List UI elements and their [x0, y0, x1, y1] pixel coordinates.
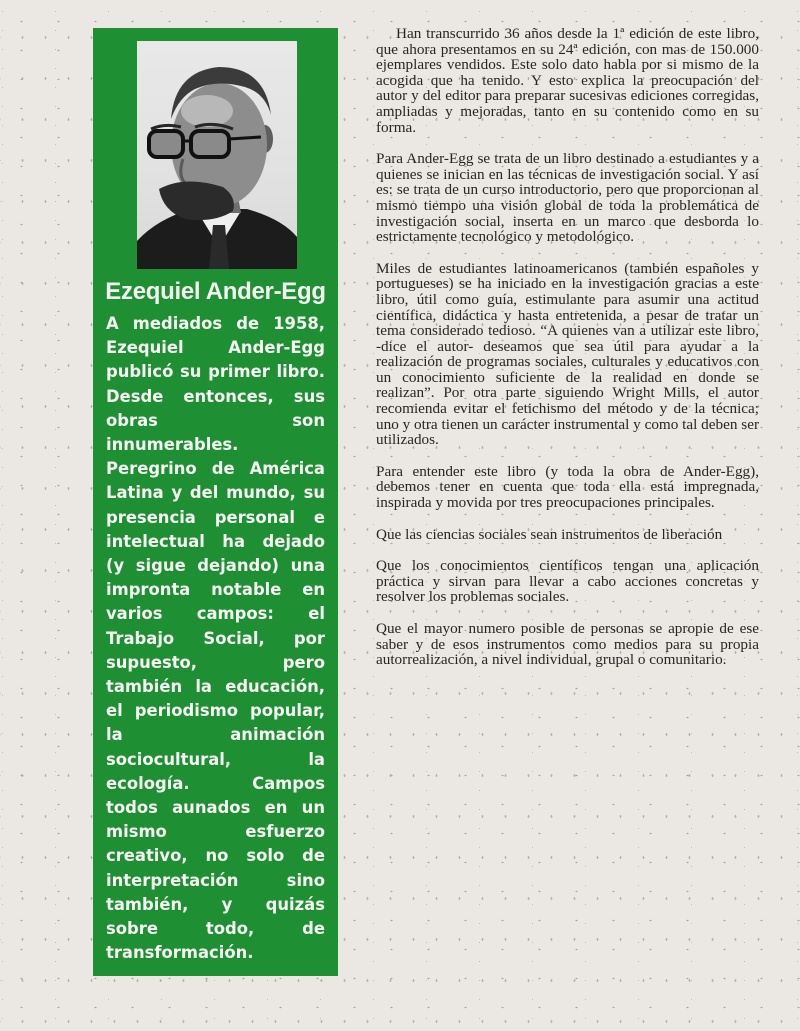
- bio-line: Peregrino de América: [106, 459, 325, 479]
- author-bio: [106, 312, 325, 965]
- bio-line: sobre todo, de: [106, 919, 325, 939]
- paragraph-concern-1: [376, 527, 759, 543]
- author-photo: [137, 41, 297, 269]
- paragraph-concern-2: [376, 558, 759, 605]
- paragraph-students: [376, 261, 759, 448]
- paragraph-text: Que los conocimientos científicos tengan una aplicación práctica y sirvan para llevar a cabo acciones concretas y resolver los problemas sociales.: [376, 557, 759, 606]
- paragraph-text: Que el mayor numero posible de personas se apropie de ese saber y de esos instrumentos como medios para su propia autorrealización, a nivel individual, grupal o comunitario.: [376, 620, 759, 669]
- paragraph-text: Han transcurrido 36 años desde la 1ª edición de este libro, que ahora presentamos en su 24ª edición, con mas de 150.000 ejemplares vendidos. Este solo dato habla por si mismo de la acogida que ha tenido. Y esto explica la preocupación del autor y del editor para preparar sucesivas ediciones corregidas, ampliadas y mejoradas, tanto en su contenido como en su forma.: [376, 25, 759, 136]
- bio-line: transformación.: [106, 943, 254, 963]
- bio-line: interpretación sino: [106, 870, 325, 890]
- bio-line: innumerables.: [106, 435, 239, 455]
- bio-line: publicó su primer libro.: [106, 362, 325, 382]
- paragraph-text: Que las ciencias sociales sean instrumentos de liberación: [376, 525, 723, 543]
- bio-line: mismo esfuerzo: [106, 822, 325, 842]
- bio-line: impronta notable en: [106, 580, 325, 600]
- bio-line: sociocultural, la: [106, 749, 325, 769]
- author-sidebar: [93, 28, 338, 976]
- bio-line: Ezequiel Ander-Egg: [106, 338, 325, 358]
- bio-line: creativo, no solo de: [106, 846, 325, 866]
- bio-line: obras son: [106, 410, 325, 430]
- paragraph-concerns: [376, 464, 759, 511]
- bio-line: ecología. Campos: [106, 773, 325, 793]
- bio-line: (y sigue dejando) una: [106, 556, 325, 576]
- paragraph-concern-3: [376, 621, 759, 668]
- paragraph-text: Para Ander-Egg se trata de un libro destinado a estudiantes y a quienes se inician en las técnicas de investigación social. Y así es: se trata de un curso introductorio, pero que proporcionan al mismo tiempo una visión global de toda la problemática de investigación social, inserta en un marco que desborda lo estrictamente tecnológico y metodológico.: [376, 150, 759, 246]
- paragraph-text: Para entender este libro (y toda la obra de Ander-Egg), debemos tener en cuenta que toda ella está impregnada, inspirada y movida por tres preocupaciones principales.: [376, 462, 759, 512]
- bio-line: el periodismo popular,: [106, 701, 325, 721]
- bio-line: todos aunados en un: [106, 798, 325, 818]
- bio-line: Latina y del mundo, su: [106, 483, 325, 503]
- bio-line: intelectual ha dejado: [106, 531, 325, 551]
- bio-line: también, y quizás: [106, 894, 325, 914]
- bio-line: la animación: [106, 725, 325, 745]
- back-cover-text: [376, 26, 759, 684]
- paragraph-text: Miles de estudiantes latinoamericanos (también españoles y portugueses) se ha iniciado en la investigación gracias a este libro, útil como guía, estimulante para asumir una actitud científica, didáctica y hasta entretenida, a pesar de tratar un tema considerado tedioso. “A quienes van a utilizar este libro, -dice el autor- deseamos que sea útil para ayudar a la realización de programas sociales, culturales y educativos con un conocimiento suficiente de la realidad en donde se realizan”. Por otra parte siguiendo Wright Mills, el autor recomienda evitar el fetichismo del método y de la técnica; uno y otra tienen un carácter instrumental y como tal deben ser utilizados.: [376, 259, 759, 449]
- bio-line: Trabajo Social, por: [106, 628, 325, 648]
- bio-line: también la educación,: [106, 677, 325, 697]
- bio-line: A mediados de 1958,: [106, 314, 325, 333]
- paragraph-intro: [376, 26, 759, 135]
- author-name: Ezequiel Ander-Egg: [105, 278, 326, 305]
- bio-line: presencia personal e: [106, 507, 325, 527]
- bio-line: supuesto, pero: [106, 652, 325, 672]
- bio-line: Desde entonces, sus: [106, 386, 325, 406]
- author-portrait-image: [137, 41, 297, 269]
- paragraph-purpose: [376, 151, 759, 245]
- bio-line: varios campos: el: [106, 604, 325, 624]
